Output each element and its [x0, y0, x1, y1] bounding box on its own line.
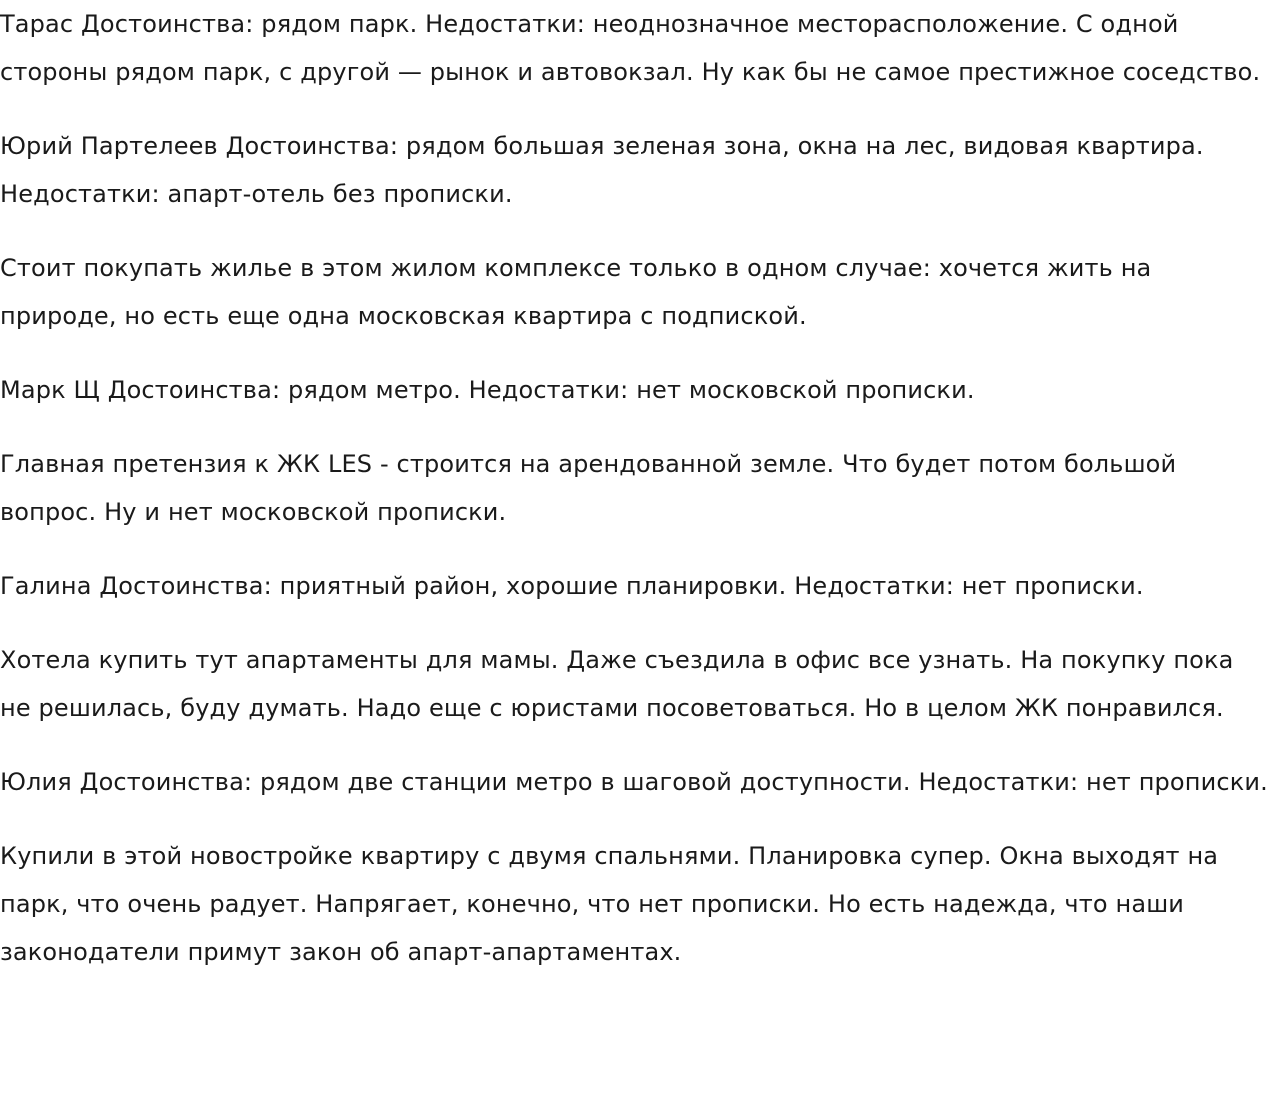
- review-paragraph: Галина Достоинства: приятный район, хорошие планировки. Недостатки: нет прописки.: [0, 572, 1144, 600]
- review-paragraph: Главная претензия к ЖК LES - строится на арендованной земле. Что будет потом большой вопрос. Ну и нет московской прописки.: [0, 450, 1177, 526]
- review-paragraph: Купили в этой новостройке квартиру с двумя спальнями. Планировка супер. Окна выходят на парк, что очень радует. Напрягает, конечно, что нет прописки. Но есть надежда, что наши законодатели примут закон об апарт-апартаментах.: [0, 842, 1219, 966]
- review-paragraph: Тарас Достоинства: рядом парк. Недостатки: неоднозначное месторасположение. С одной стороны рядом парк, с другой — рынок и автовокзал. Ну как бы не самое престижное соседство.: [0, 10, 1261, 86]
- review-paragraph: Стоит покупать жилье в этом жилом комплексе только в одном случае: хочется жить на природе, но есть еще одна московская квартира с подпиской.: [0, 254, 1152, 330]
- review-paragraph: Юрий Партелеев Достоинства: рядом большая зеленая зона, окна на лес, видовая квартира. Недостатки: апарт-отель без прописки.: [0, 132, 1204, 208]
- review-paragraph: Марк Щ Достоинства: рядом метро. Недостатки: нет московской прописки.: [0, 376, 975, 404]
- review-paragraph: Юлия Достоинства: рядом две станции метро в шаговой доступности. Недостатки: нет прописки.: [0, 768, 1268, 796]
- review-paragraph: Хотела купить тут апартаменты для мамы. Даже съездила в офис все узнать. На покупку пока не решилась, буду думать. Надо еще с юристами посоветоваться. Но в целом ЖК понравился.: [0, 646, 1234, 722]
